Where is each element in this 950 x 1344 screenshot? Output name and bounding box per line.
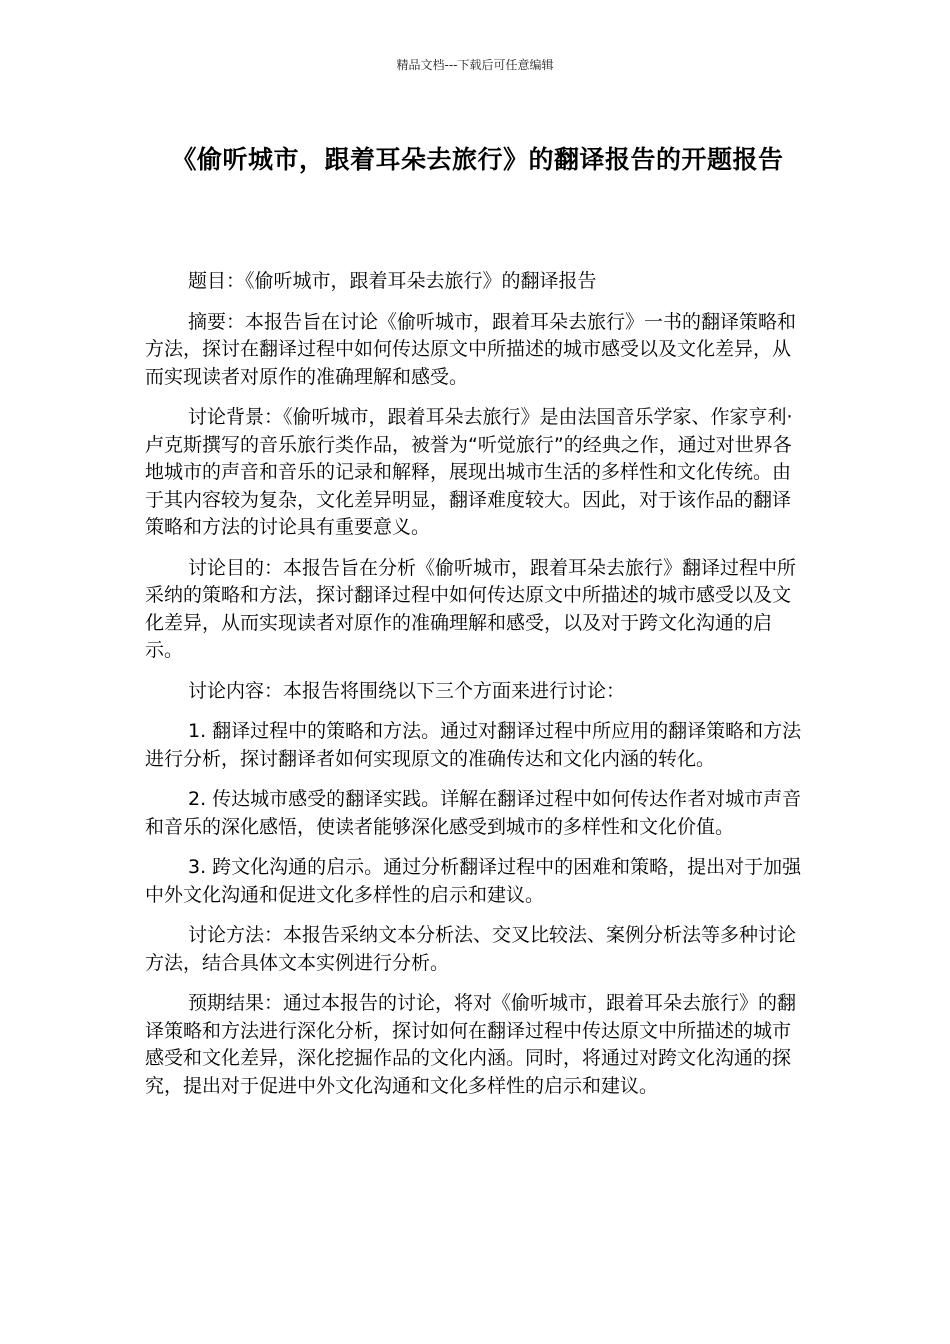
paragraph-topic: 题目：《偷听城市，跟着耳朵去旅行》的翻译报告 <box>188 270 597 292</box>
paragraph-background: 讨论背景：《偷听城市，跟着耳朵去旅行》是由法国音乐学家、作家亨利·卢克斯撰写的音乐旅行类作品，被誉为“听觉旅行”的经典之作，通过对世界各地城市的声音和音乐的记录和解释，展现出城市生活的多样性和文化传统。由于其内容较为复杂，文化差异明显，翻译难度较大。因此，对于该作品的翻译策略和方法的讨论具有重要意义。 <box>145 406 793 538</box>
paragraph-abstract: 摘要：本报告旨在讨论《偷听城市，跟着耳朵去旅行》一书的翻译策略和方法，探讨在翻译过程中如何传达原文中所描述的城市感受以及文化差异，从而实现读者对原作的准确理解和感受。 <box>145 310 797 388</box>
document-title: 《偷听城市，跟着耳朵去旅行》的翻译报告的开题报告 <box>171 145 784 174</box>
header-note: 精品文档---下载后可任意编辑 <box>396 58 554 72</box>
paragraph-purpose: 讨论目的：本报告旨在分析《偷听城市，跟着耳朵去旅行》翻译过程中所采纳的策略和方法，探讨翻译过程中如何传达原文中所描述的城市感受以及文化差异，从而实现读者对原作的准确理解和感受，以及对于跨文化沟通的启示。 <box>145 556 797 661</box>
paragraph-item-1: 1. 翻译过程中的策略和方法。通过对翻译过程中所应用的翻译策略和方法进行分析，探讨翻译者如何实现原文的准确传达和文化内涵的转化。 <box>145 720 802 770</box>
paragraph-method: 讨论方法：本报告采纳文本分析法、交叉比较法、案例分析法等多种讨论方法，结合具体文本实例进行分析。 <box>145 924 797 974</box>
paragraph-item-2: 2. 传达城市感受的翻译实践。详解在翻译过程中如何传达作者对城市声音和音乐的深化感悟，使读者能够深化感受到城市的多样性和文化价值。 <box>145 788 802 838</box>
document-body <box>145 268 805 1113</box>
paragraph-expected-results: 预期结果：通过本报告的讨论，将对《偷听城市，跟着耳朵去旅行》的翻译策略和方法进行深化分析，探讨如何在翻译过程中传达原文中所描述的城市感受和文化差异，深化挖掘作品的文化内涵。同时，将通过对跨文化沟通的探究，提出对于促进中外文化沟通和文化多样性的启示和建议。 <box>145 992 797 1097</box>
paragraph-content: 讨论内容：本报告将围绕以下三个方面来进行讨论： <box>188 679 626 702</box>
paragraph-item-3: 3. 跨文化沟通的启示。通过分析翻译过程中的困难和策略，提出对于加强中外文化沟通和促进文化多样性的启示和建议。 <box>145 856 802 906</box>
